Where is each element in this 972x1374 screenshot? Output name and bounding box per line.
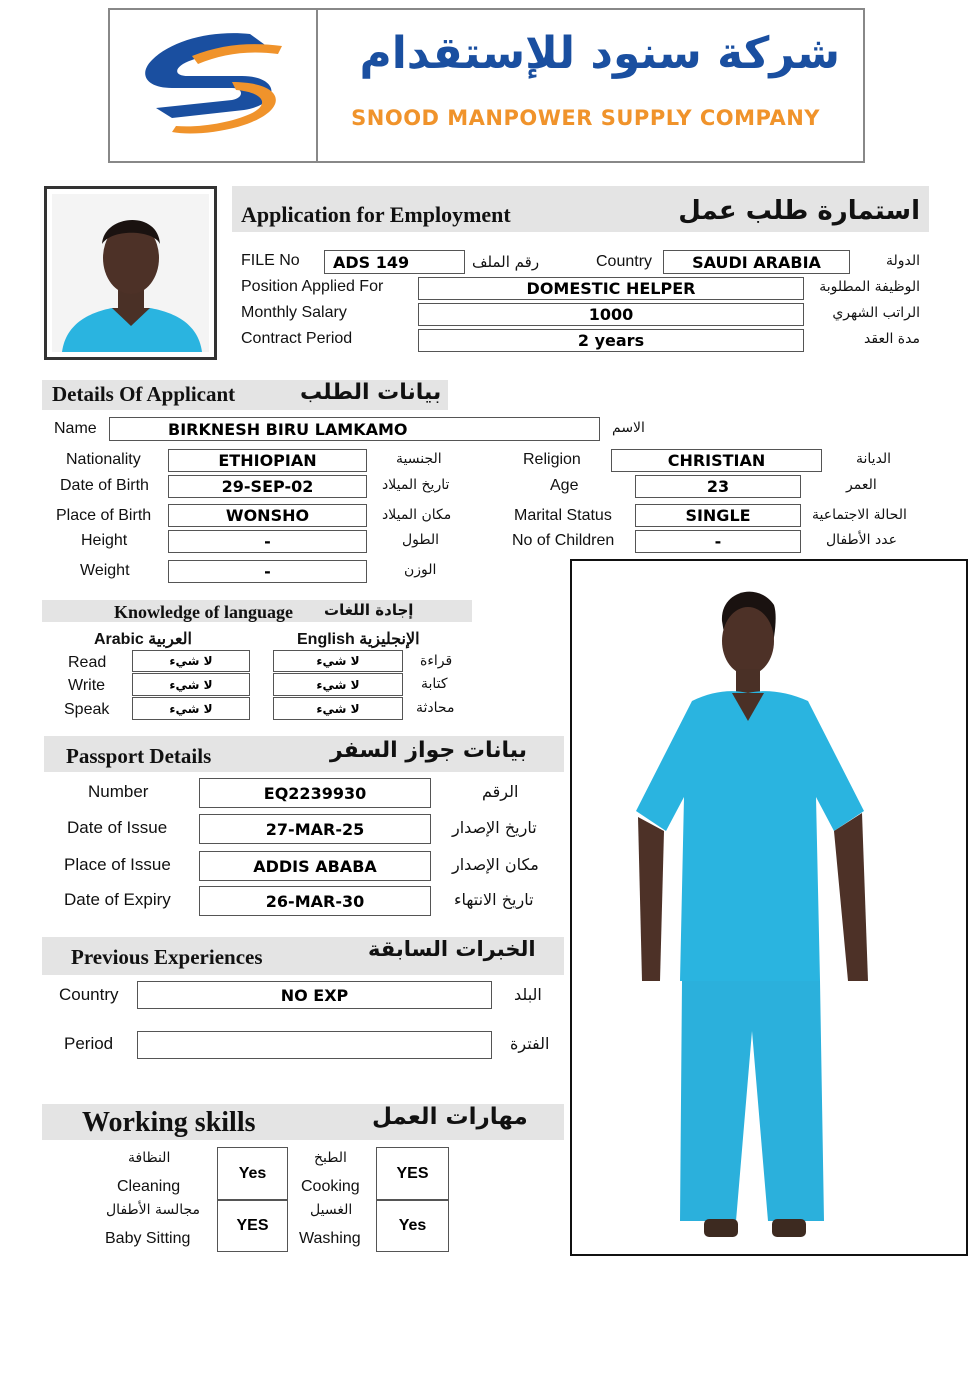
nationality-label: Nationality (66, 451, 141, 468)
skills-heading-en: Working skills (82, 1107, 256, 1138)
position-field[interactable]: DOMESTIC HELPER (418, 277, 804, 300)
arabic-column-head: Arabic العربية (94, 631, 192, 648)
passport-number-label: Number (88, 782, 149, 801)
religion-label-ar: الديانة (856, 451, 892, 467)
marital-label-ar: الحالة الاجتماعية (812, 507, 907, 523)
passport-heading-ar: بيانات جواز السفر (330, 738, 528, 763)
expiry-date-label-ar: تاريخ الانتهاء (454, 890, 534, 909)
application-title-en: Application for Employment (241, 202, 511, 227)
weight-label-ar: الوزن (404, 562, 437, 578)
country-label-ar: الدولة (885, 253, 920, 269)
age-label-ar: العمر (846, 477, 877, 493)
portrait-image (52, 194, 209, 352)
marital-label: Marital Status (514, 507, 612, 524)
salary-label-ar: الراتب الشهري (832, 305, 920, 321)
experience-period-label: Period (64, 1034, 114, 1053)
dob-label: Date of Birth (60, 477, 149, 494)
religion-label: Religion (523, 451, 581, 468)
experience-heading-ar: الخبرات السابقة (368, 937, 536, 961)
skills-heading-ar: مهارات العمل (372, 1104, 528, 1130)
nationality-label-ar: الجنسية (396, 451, 442, 467)
file-no-field[interactable]: ADS 149 (324, 250, 465, 274)
issue-date-label-ar: تاريخ الإصدار (452, 818, 537, 837)
pob-label-ar: مكان الميلاد (382, 507, 452, 523)
name-label: Name (54, 420, 97, 437)
contract-label-ar: مدة العقد (864, 331, 920, 347)
cooking-label: Cooking (301, 1178, 360, 1195)
experience-period-label-ar: الفترة (510, 1034, 550, 1053)
baby-sitting-field[interactable]: YES (217, 1200, 288, 1252)
height-field[interactable]: - (168, 530, 367, 553)
cooking-label-ar: الطبخ (314, 1150, 347, 1166)
english-speak-field[interactable]: لا شيء (273, 697, 403, 720)
pob-field[interactable]: WONSHO (168, 504, 367, 527)
expiry-date-label: Date of Expiry (64, 890, 171, 909)
experience-period-field[interactable] (137, 1031, 492, 1059)
dob-label-ar: تاريخ الميلاد (382, 477, 450, 493)
experience-country-label-ar: البلد (514, 985, 542, 1004)
pob-label: Place of Birth (56, 507, 152, 524)
contract-field[interactable]: 2 years (418, 329, 804, 352)
name-label-ar: الاسم (612, 420, 645, 436)
english-write-field[interactable]: لا شيء (273, 673, 403, 696)
cleaning-label: Cleaning (117, 1178, 181, 1195)
cooking-field[interactable]: YES (376, 1147, 449, 1200)
dob-field[interactable]: 29-SEP-02 (168, 475, 367, 498)
logo-cell (110, 10, 318, 161)
baby-sitting-label: Baby Sitting (105, 1230, 191, 1247)
passport-number-label-ar: الرقم (482, 782, 519, 801)
applicant-portrait (44, 186, 217, 360)
height-label: Height (81, 532, 128, 549)
company-name-ar: شركة سنود للإستقدام (359, 28, 840, 79)
arabic-write-field[interactable]: لا شيء (132, 673, 250, 696)
position-label: Position Applied For (241, 278, 384, 295)
read-label-ar: قراءة (420, 653, 453, 669)
salary-label: Monthly Salary (241, 304, 347, 321)
issue-place-label-ar: مكان الإصدار (452, 855, 539, 874)
position-label-ar: الوظيفة المطلوبة (819, 279, 920, 295)
company-header (108, 8, 865, 163)
arabic-speak-field[interactable]: لا شيء (132, 697, 250, 720)
experience-country-field[interactable]: NO EXP (137, 981, 492, 1009)
religion-field[interactable]: CHRISTIAN (611, 449, 822, 472)
language-heading-ar: إجادة اللغات (324, 601, 414, 619)
weight-label: Weight (80, 562, 130, 579)
write-label-ar: كتابة (421, 676, 448, 692)
washing-label: Washing (299, 1230, 361, 1247)
company-logo-icon (132, 26, 302, 146)
file-no-label-ar: رقم الملف (472, 253, 540, 271)
weight-field[interactable]: - (168, 560, 367, 583)
children-label-ar: عدد الأطفال (826, 532, 897, 548)
language-heading-en: Knowledge of language (114, 602, 294, 622)
age-field[interactable]: 23 (635, 475, 801, 498)
full-body-image (572, 561, 966, 1254)
arabic-read-field[interactable]: لا شيء (132, 650, 250, 672)
marital-field[interactable]: SINGLE (635, 504, 801, 527)
height-label-ar: الطول (402, 532, 440, 548)
issue-place-label: Place of Issue (64, 855, 171, 874)
baby-sitting-label-ar: مجالسة الأطفال (106, 1202, 201, 1218)
country-field[interactable]: SAUDI ARABIA (663, 250, 850, 274)
nationality-field[interactable]: ETHIOPIAN (168, 449, 367, 472)
washing-field[interactable]: Yes (376, 1200, 449, 1252)
speak-label-ar: محادثة (416, 700, 455, 716)
contract-label: Contract Period (241, 330, 353, 347)
read-label: Read (68, 654, 107, 671)
company-name-en: SNOOD MANPOWER SUPPLY COMPANY (351, 106, 820, 130)
children-field[interactable]: - (635, 530, 801, 553)
details-heading-en: Details Of Applicant (52, 382, 236, 406)
write-label: Write (68, 677, 106, 694)
washing-label-ar: الغسيل (310, 1202, 353, 1218)
application-title-ar: استمارة طلب عمل (678, 196, 920, 226)
experience-country-label: Country (59, 985, 119, 1004)
salary-field[interactable]: 1000 (418, 303, 804, 326)
english-read-field[interactable]: لا شيء (273, 650, 403, 672)
cleaning-label-ar: النظافة (128, 1150, 171, 1166)
issue-date-field[interactable]: 27-MAR-25 (199, 814, 431, 844)
passport-heading-en: Passport Details (66, 744, 212, 768)
country-label: Country (596, 253, 653, 270)
issue-date-label: Date of Issue (67, 818, 168, 837)
age-label: Age (550, 477, 579, 494)
children-label: No of Children (512, 532, 615, 549)
experience-heading-en: Previous Experiences (71, 945, 263, 969)
speak-label: Speak (64, 701, 110, 718)
cleaning-field[interactable]: Yes (217, 1147, 288, 1200)
english-column-head: English الإنجليزية (297, 631, 420, 648)
name-field[interactable]: BIRKNESH BIRU LAMKAMO (109, 417, 600, 441)
issue-place-field[interactable]: ADDIS ABABA (199, 851, 431, 881)
file-no-label: FILE No (241, 252, 300, 269)
applicant-full-photo (570, 559, 968, 1256)
passport-number-field[interactable]: EQ2239930 (199, 778, 431, 808)
details-heading-ar: بيانات الطلب (300, 380, 442, 405)
expiry-date-field[interactable]: 26-MAR-30 (199, 886, 431, 916)
